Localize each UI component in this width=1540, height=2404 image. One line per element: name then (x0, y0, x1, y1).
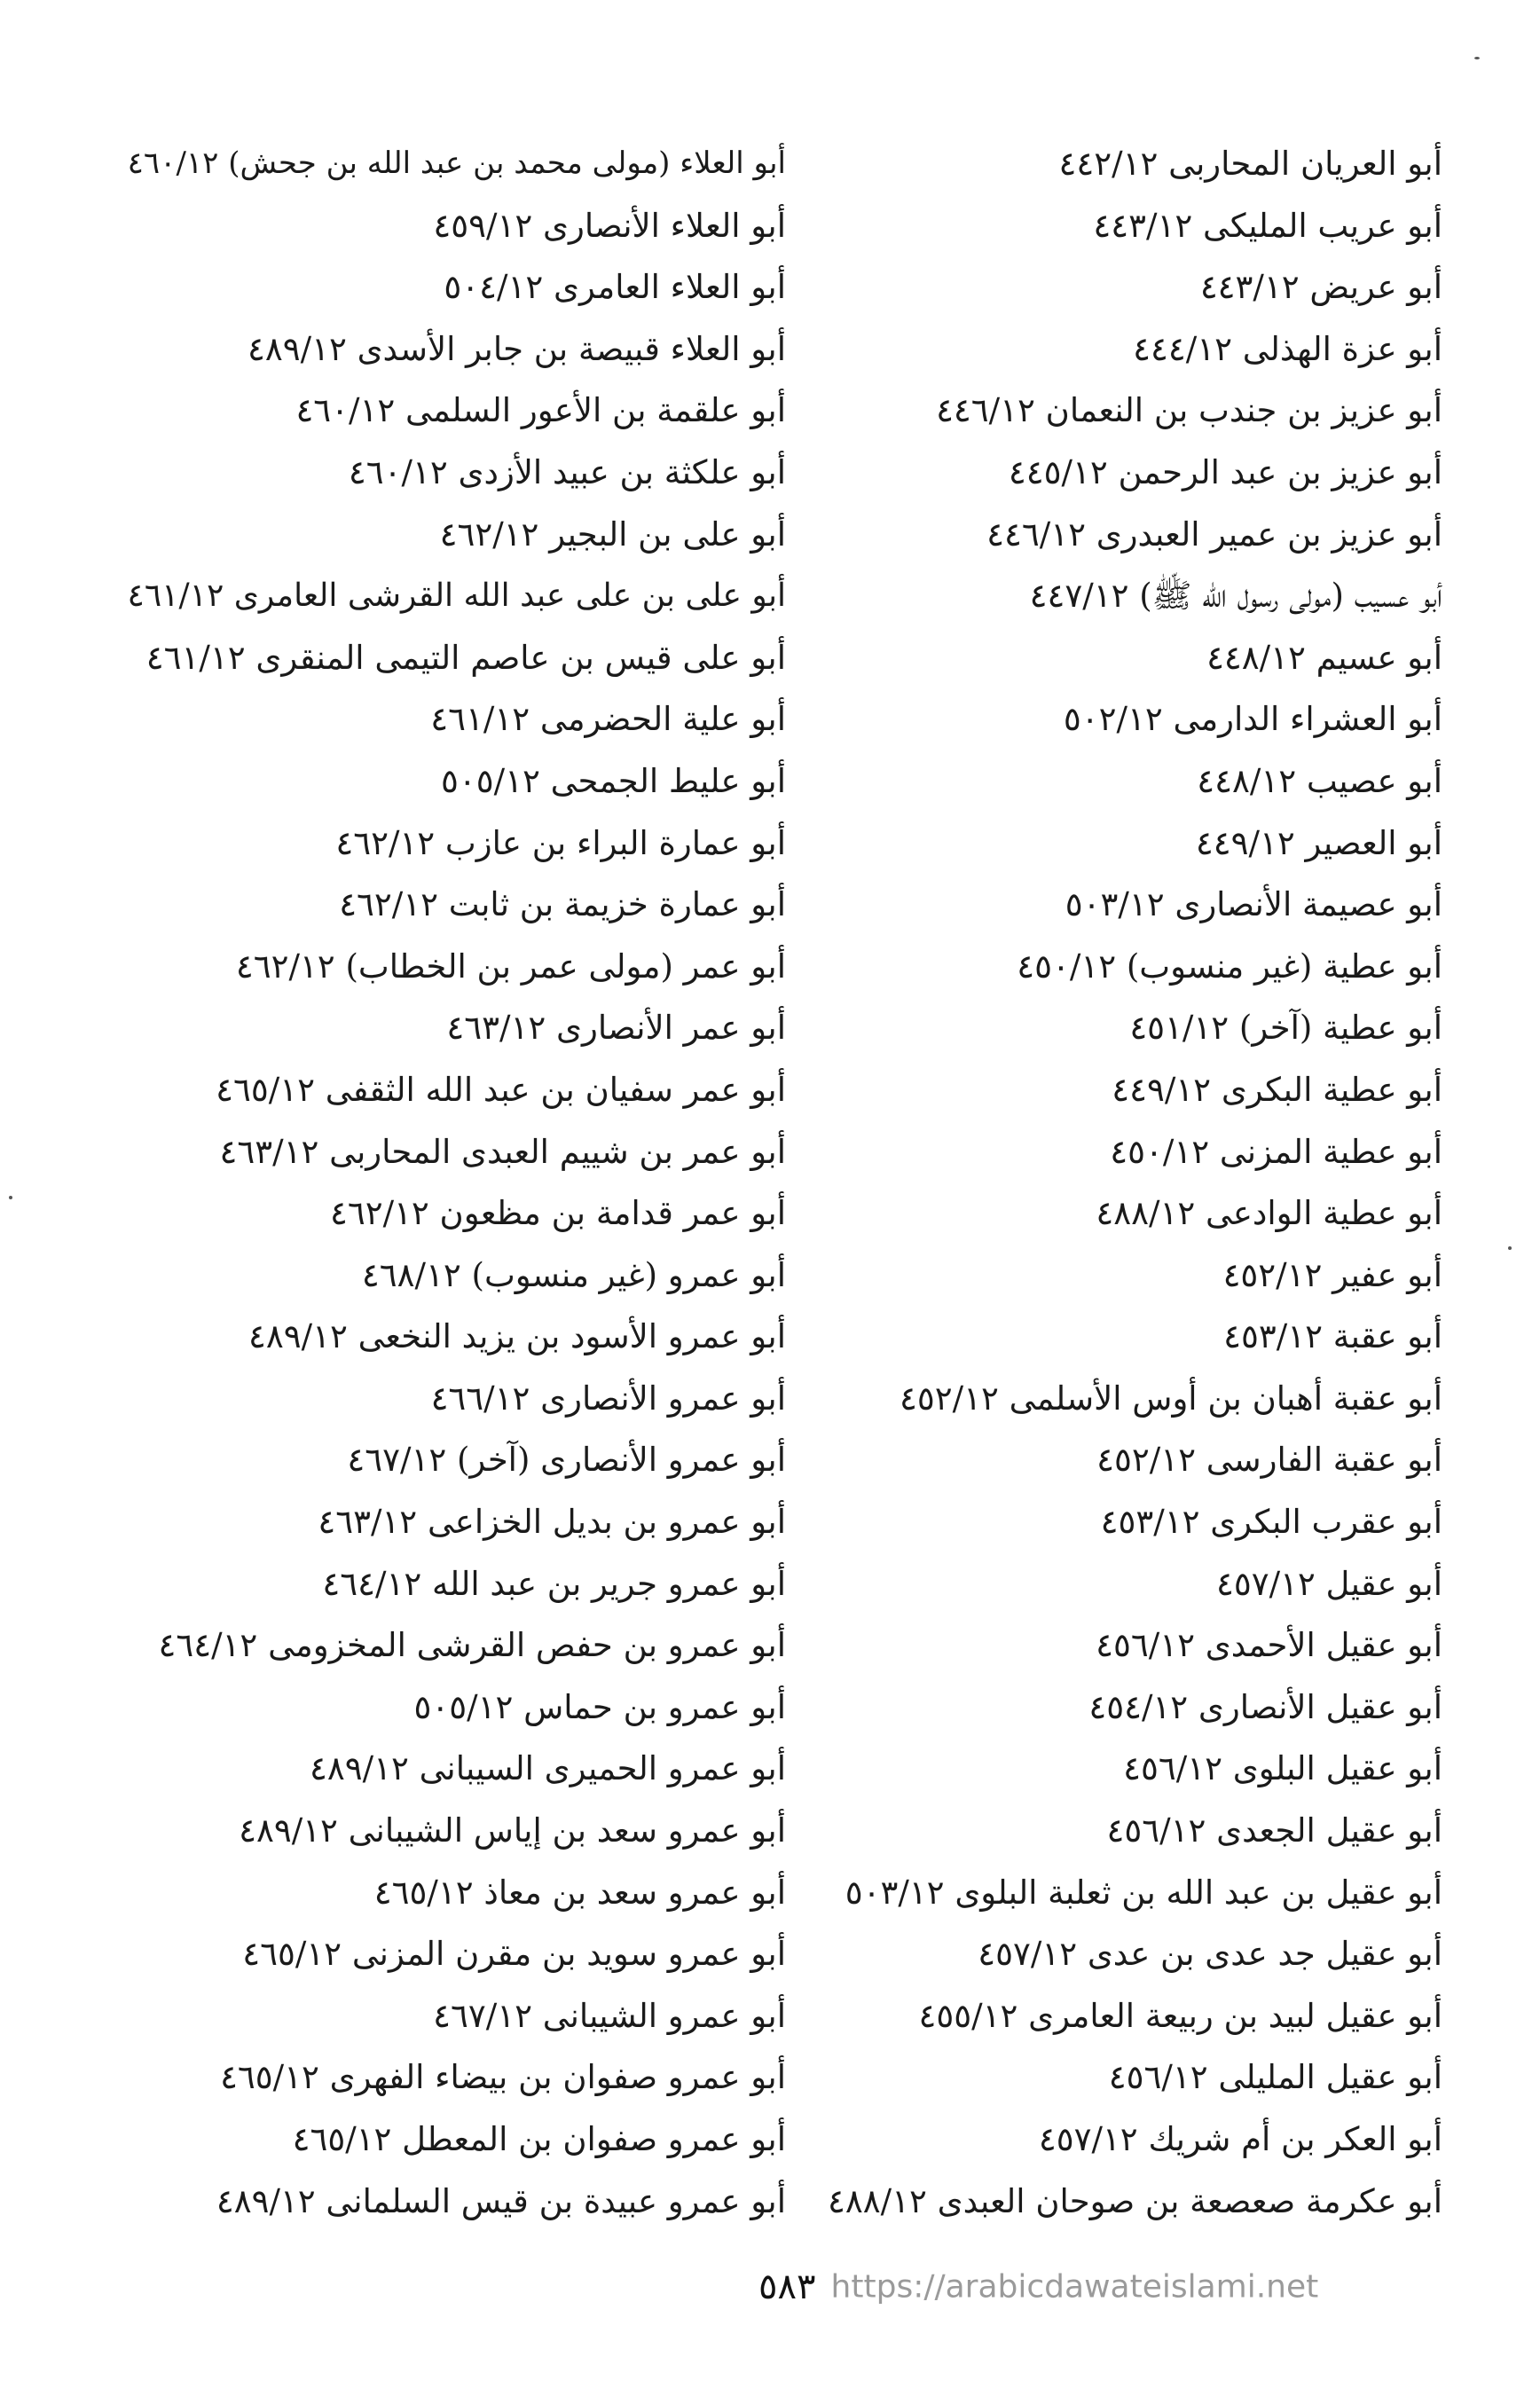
index-entry: أبو عمارة البراء بن عازب ٤٦٢/١٢ (335, 823, 786, 862)
index-entry: أبو عزيز بن عبد الرحمن ٤٤٥/١٢ (1008, 452, 1442, 491)
index-entry: أبو العشراء الدارمى ٥٠٢/١٢ (1063, 700, 1442, 739)
index-entry: أبو عطية المزنى ٤٥٠/١٢ (1110, 1132, 1442, 1171)
right-column-index (768, 133, 1442, 2232)
index-entry: أبو عقبة أهبان بن أوس الأسلمى ٤٥٢/١٢ (900, 1379, 1442, 1418)
index-entry: أبو عمرو (غير منسوب) ٤٦٨/١٢ (361, 1255, 786, 1294)
index-entry: أبو عقيل جد عدى بن عدى ٤٥٧/١٢ (978, 1935, 1442, 1974)
index-entry: أبو عمرو بن بديل الخزاعى ٤٦٣/١٢ (318, 1503, 786, 1542)
page-footer (758, 2267, 1318, 2307)
index-entry: أبو علية الحضرمى ٤٦١/١٢ (430, 700, 786, 739)
index-entry: أبو عمرو بن حماس ٥٠٥/١٢ (413, 1687, 786, 1726)
index-entry: أبو عمرو عبيدة بن قيس السلمانى ٤٨٩/١٢ (216, 2181, 786, 2220)
index-entry: أبو عقيل بن عبد الله بن ثعلبة البلوى ٥٠٣/١٢ (845, 1873, 1442, 1912)
index-entry: أبو عمر سفيان بن عبد الله الثقفى ٤٦٥/١٢ (216, 1070, 786, 1109)
index-entry: أبو عقيل ٤٥٧/١٢ (1215, 1564, 1442, 1603)
index-entry: أبو عمرو صفوان بن المعطل ٤٦٥/١٢ (292, 2120, 786, 2158)
index-entry: أبو عقيل الأنصارى ٤٥٤/١٢ (1088, 1687, 1442, 1726)
index-entry: أبو عمر الأنصارى ٤٦٣/١٢ (446, 1009, 786, 1048)
index-entry: أبو عفير ٤٥٢/١٢ (1222, 1255, 1442, 1294)
index-entry: أبو على بن البجير ٤٦٢/١٢ (439, 515, 786, 554)
index-entry: أبو عطية البكرى ٤٤٩/١٢ (1112, 1070, 1442, 1109)
index-entry: أبو عمرو صفوان بن بيضاء الفهرى ٤٦٥/١٢ (220, 2058, 786, 2097)
scan-speck (1508, 1246, 1512, 1250)
index-entry: أبو عمرو الشيبانى ٤٦٧/١٢ (433, 1996, 786, 2035)
left-column-index (112, 133, 786, 2232)
index-entry: أبو عقيل الجعدى ٤٥٦/١٢ (1106, 1811, 1442, 1850)
index-entry: أبو عمرو سعد بن إياس الشيبانى ٤٨٩/١٢ (239, 1811, 786, 1850)
index-entry: أبو العكر بن أم شريك ٤٥٧/١٢ (1038, 2120, 1442, 2158)
index-entry: أبو العلاء (مولى محمد بن عبد الله بن جحش) ٤٦٠/١٢ (127, 145, 786, 181)
index-entry: أبو عمر بن شييم العبدى المحاربى ٤٦٣/١٢ (219, 1132, 786, 1171)
index-entry: أبو عمر (مولى عمر بن الخطاب) ٤٦٢/١٢ (235, 947, 786, 986)
index-entry: أبو عكرمة صعصعة بن صوحان العبدى ٤٨٨/١٢ (828, 2181, 1442, 2220)
index-entry: أبو على قيس بن عاصم التيمى المنقرى ٤٦١/١٢ (145, 638, 786, 677)
index-entry: أبو عمرو الأنصارى (آخر) ٤٦٧/١٢ (347, 1441, 786, 1480)
index-entry: أبو العريان المحاربى ٤٤٢/١٢ (1058, 145, 1442, 183)
index-entry: أبو عمرو الأسود بن يزيد النخعى ٤٨٩/١٢ (248, 1317, 786, 1356)
index-entry: أبو العلاء الأنصارى ٤٥٩/١٢ (433, 206, 786, 245)
index-entry: أبو علكثة بن عبيد الأزدى ٤٦٠/١٢ (348, 452, 786, 491)
index-entry: أبو عطية (غير منسوب) ٤٥٠/١٢ (1017, 947, 1442, 986)
index-entry: أبو عصيمة الأنصارى ٥٠٣/١٢ (1065, 885, 1442, 924)
page-number: ٥٨٣ (758, 2267, 816, 2307)
index-entry: أبو عقيل المليلى ٤٥٦/١٢ (1108, 2058, 1442, 2097)
index-entry: أبو عمارة خزيمة بن ثابت ٤٦٢/١٢ (339, 885, 786, 924)
index-entry: أبو عطية (آخر) ٤٥١/١٢ (1129, 1009, 1442, 1048)
index-entry: أبو عقرب البكرى ٤٥٣/١٢ (1100, 1503, 1442, 1542)
index-entry: أبو عمرو جرير بن عبد الله ٤٦٤/١٢ (322, 1564, 786, 1603)
index-entry: أبو عقيل البلوى ٤٥٦/١٢ (1123, 1749, 1442, 1788)
index-entry: أبو عقيل الأحمدى ٤٥٦/١٢ (1096, 1626, 1442, 1665)
scan-speck (1474, 57, 1480, 59)
watermark-url: https://arabicdawateislami.net (830, 2268, 1319, 2306)
index-entry: أبو عزيز بن عمير العبدرى ٤٤٦/١٢ (986, 515, 1442, 554)
index-entry: أبو عمرو سعد بن معاذ ٤٦٥/١٢ (373, 1873, 786, 1912)
index-entry: أبو على بن على عبد الله القرشى العامرى ٤٦١/١٢ (127, 577, 786, 615)
index-entry: أبو عمرو بن حفص القرشى المخزومى ٤٦٤/١٢ (158, 1626, 786, 1665)
index-entry: أبو عزة الهذلى ٤٤٤/١٢ (1133, 329, 1442, 368)
index-entry: أبو عزيز بن جندب بن النعمان ٤٤٦/١٢ (936, 391, 1442, 430)
index-entry: أبو العصير ٤٤٩/١٢ (1195, 823, 1442, 862)
index-entry: أبو عمرو الحميرى السيبانى ٤٨٩/١٢ (309, 1749, 786, 1788)
index-entry: أبو عقيل لبيد بن ربيعة العامرى ٤٥٥/١٢ (918, 1996, 1442, 2035)
index-entry: أبو عمرو سويد بن مقرن المزنى ٤٦٥/١٢ (242, 1935, 786, 1974)
index-entry: أبو عمر قدامة بن مظعون ٤٦٢/١٢ (329, 1194, 786, 1233)
index-entry: أبو علقمة بن الأعور السلمى ٤٦٠/١٢ (295, 391, 786, 430)
index-entry: أبو عمرو الأنصارى ٤٦٦/١٢ (430, 1379, 786, 1418)
index-entry: أبو عسيم ٤٤٨/١٢ (1206, 638, 1442, 677)
index-entry: أبو عليط الجمحى ٥٠٥/١٢ (441, 761, 786, 800)
index-entry: أبو العلاء العامرى ٥٠٤/١٢ (444, 268, 786, 307)
index-entry: أبو عقبة الفارسى ٤٥٢/١٢ (1096, 1441, 1442, 1480)
index-entry: أبو عريب المليكى ٤٤٣/١٢ (1093, 206, 1442, 245)
index-entry: أبو عقبة ٤٥٣/١٢ (1223, 1317, 1442, 1356)
scan-speck (9, 1196, 12, 1199)
index-entry: أبو العلاء قبيصة بن جابر الأسدى ٤٨٩/١٢ (247, 329, 786, 368)
index-entry: أبو عريض ٤٤٣/١٢ (1199, 268, 1442, 307)
index-entry: أبو عطية الوادعى ٤٨٨/١٢ (1096, 1194, 1442, 1233)
index-entry: أبو عصيب ٤٤٨/١٢ (1197, 761, 1442, 800)
index-entry: أبو عسيب (مولى رسول الله ﷺ) ٤٤٧/١٢ (1029, 577, 1442, 616)
